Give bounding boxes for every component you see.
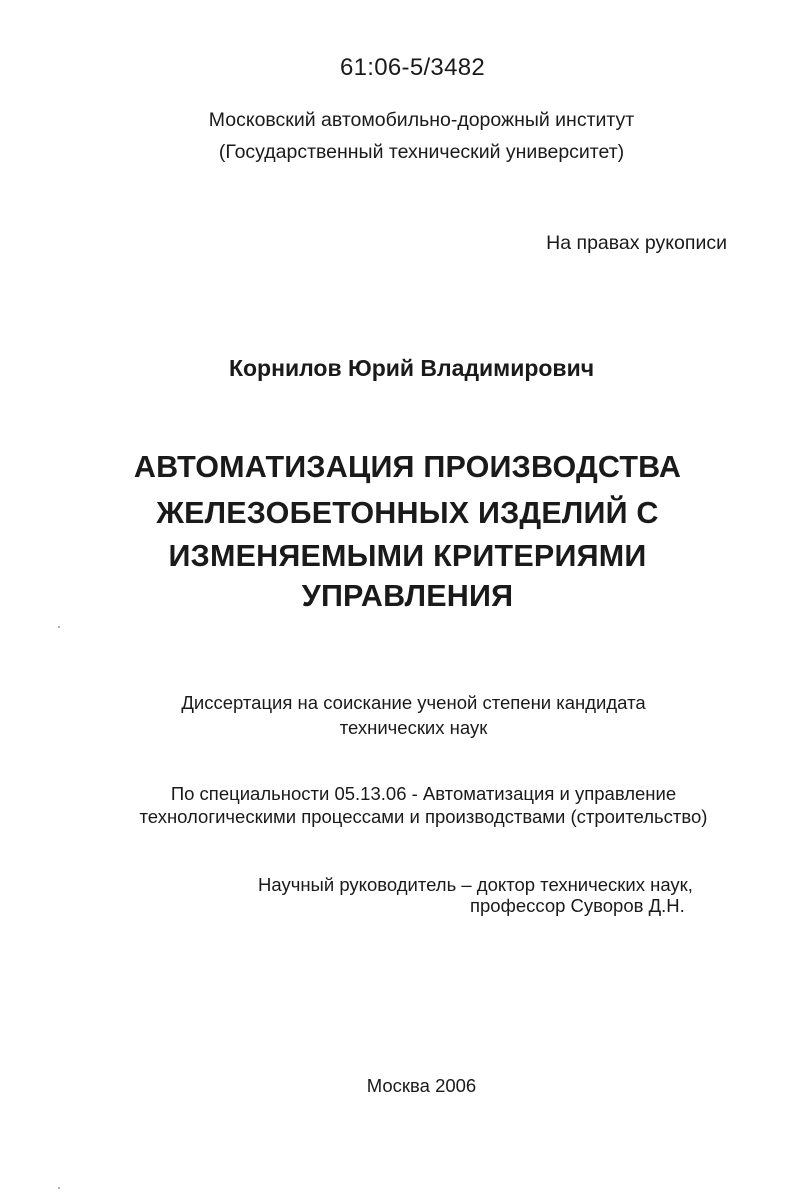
supervisor-line: Научный руководитель – доктор технических наук, xyxy=(258,874,693,895)
author-name: Корнилов Юрий Владимирович xyxy=(228,355,595,381)
rights-note: На правах рукописи xyxy=(546,232,727,254)
specialty-line: технологическими процессами и производствами (строительство) xyxy=(139,806,708,827)
city-year: Москва 2006 xyxy=(366,1075,477,1096)
degree-line: Диссертация на соискание ученой степени кандидата xyxy=(181,692,646,713)
title-line: УПРАВЛЕНИЯ xyxy=(301,579,514,613)
institute-status: (Государственный технический университет) xyxy=(218,141,625,163)
degree-line: технических наук xyxy=(339,717,488,738)
catalog-number: 61:06-5/3482 xyxy=(339,54,486,81)
scan-speck xyxy=(58,1187,60,1189)
institute-name: Московский автомобильно-дорожный институт xyxy=(208,109,635,131)
supervisor-line: профессор Суворов Д.Н. xyxy=(470,895,685,916)
title-line: ИЗМЕНЯЕМЫМИ КРИТЕРИЯМИ xyxy=(168,539,647,573)
scan-speck xyxy=(58,626,60,628)
specialty-line: По специальности 05.13.06 - Автоматизация и управление xyxy=(170,783,677,804)
title-line: АВТОМАТИЗАЦИЯ ПРОИЗВОДСТВА xyxy=(133,450,682,484)
title-line: ЖЕЛЕЗОБЕТОННЫХ ИЗДЕЛИЙ С xyxy=(156,496,659,530)
